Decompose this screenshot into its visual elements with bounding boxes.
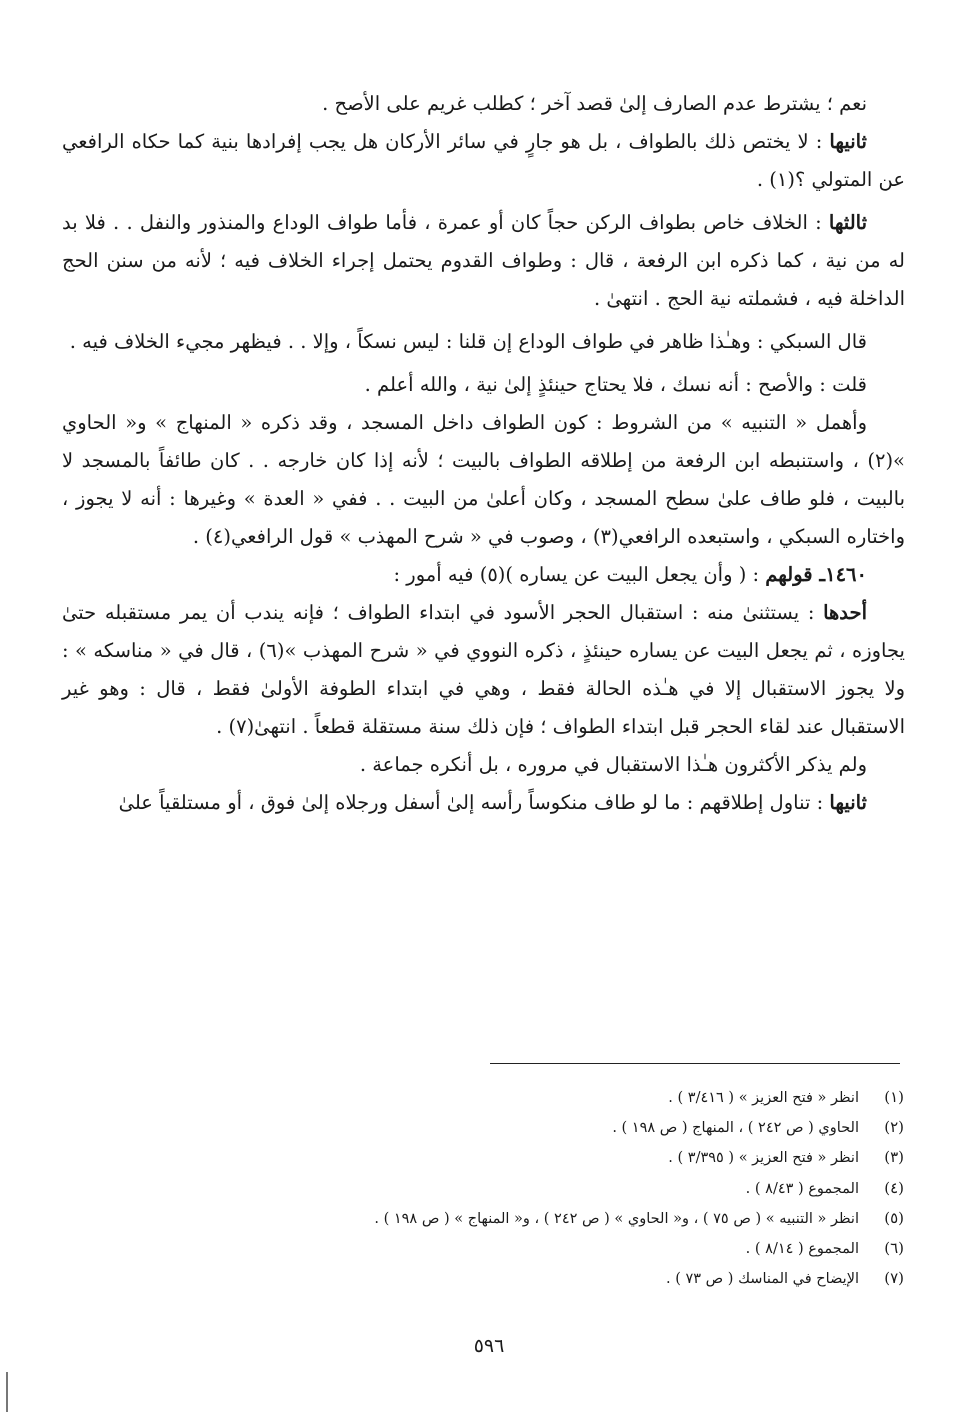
footnote (84, 1174, 904, 1204)
paragraph (62, 594, 905, 746)
paragraph-body: نعم ؛ يشترط عدم الصارف إلىٰ قصد آخر ؛ كطلب غريم على الأصح . (322, 92, 867, 115)
paragraph (62, 404, 905, 556)
footnote (84, 1083, 904, 1113)
footnote-text: انظر « فتح العزيز » ( ٣/٤١٦ ) . (668, 1090, 859, 1106)
paragraph-body: وأهمل « التنبيه » من الشروط : كون الطواف داخل المسجد ، وقد ذكره « المنهاج » و« الحاوي »(٢) ، واستنبطه ابن الرفعة من إطلاقه الطواف بالبيت ؛ لأنه إذا كان خارجه . . كان طائفاً بالمسجد لا بالبيت ، فلو طاف علىٰ سطح المسجد ، وكان أعلىٰ من البيت . . ففي « العدة » وغيرها : أنه لا يجوز ، واختاره السبكي ، واستبعده الرافعي(٣) ، وصوب في « شرح المهذب » قول الرافعي(٤) . (62, 411, 905, 548)
paragraph-lead: ١٤٦٠ـ قولهم (765, 563, 867, 586)
footnote (84, 1204, 904, 1234)
footnote (84, 1264, 904, 1294)
footnote-text: الإيضاح في المناسك ( ص ٧٣ ) . (666, 1271, 859, 1288)
paragraph (62, 123, 905, 199)
footnotes (84, 1083, 904, 1294)
footnote-text: الحاوي ( ص ٢٤٢ ) ، المنهاج ( ص ١٩٨ ) . (612, 1120, 859, 1137)
paragraph-body: : الخلاف خاص بطواف الركن حجاً كان أو عمرة ، فأما طواف الوداع والمنذور والنفل . . فلا بد له من نية ، كما ذكره ابن الرفعة ، قال : وطواف القدوم يحتمل إجراء الخلاف فيه ؛ لأنه من سنن الحج الداخلة فيه ، فشملته نية الحج . انتهىٰ . (62, 211, 905, 310)
paragraph (62, 204, 905, 318)
paragraph-body: ولم يذكر الأكثرون هـٰذا الاستقبال في مروره ، بل أنكره جماعة . (359, 753, 867, 776)
paragraph-lead: أحدها (823, 601, 867, 624)
paragraph (62, 323, 905, 361)
paragraph-lead: ثانيها (829, 791, 867, 814)
footnote-text: انظر « التنبيه » ( ص ٧٥ ) ، و« الحاوي » ( ص ٢٤٢ ) ، و« المنهاج » ( ص ١٩٨ ) . (374, 1210, 859, 1227)
footnote-text: المجموع ( ٨/٤٣ ) . (745, 1180, 859, 1197)
paragraph-lead: ثانيها (829, 130, 867, 153)
paragraph-lead: ثالثها (828, 211, 867, 234)
footnote-number: (٦) (884, 1239, 904, 1258)
footnote-text: المجموع ( ٨/١٤ ) . (745, 1241, 859, 1258)
footnote-number: (١) (884, 1088, 904, 1106)
paragraph (62, 366, 905, 404)
footnote-number: (٤) (884, 1178, 904, 1197)
footnote-number: (٧) (884, 1269, 904, 1288)
paragraph (62, 85, 905, 123)
footnote (84, 1143, 904, 1173)
footnote-text: انظر « فتح العزيز » ( ٣/٣٩٥ ) . (668, 1150, 859, 1167)
footnote-number: (٢) (884, 1118, 904, 1137)
paragraph-body: قلت : والأصح : أنه نسك ، فلا يحتاج حينئذٍ إلىٰ نية ، والله أعلم . (364, 373, 867, 396)
footnote (84, 1234, 904, 1264)
footnote-number: (٣) (884, 1148, 904, 1167)
footnote-separator (490, 1063, 900, 1064)
paragraph-body: : تناول إطلاقهم : ما لو طاف منكوساً رأسه إلىٰ أسفل ورجلاه إلىٰ فوق ، أو مستلقياً علىٰ (118, 791, 830, 814)
paragraph (62, 784, 905, 822)
paragraph-body: : ( وأن يجعل البيت عن يساره )(٥) فيه أمور : (393, 563, 766, 586)
paragraph-body: : يستثنىٰ منه : استقبال الحجر الأسود في ابتداء الطواف ؛ فإنه يندب أن يمر مستقبله حتىٰ يجاوزه ، ثم يجعل البيت عن يساره حينئذٍ ، ذكره النووي في « شرح المهذب »(٦) ، قال في « مناسكه » : ولا يجوز الاستقبال إلا في هـٰذه الحالة فقط ، وهي في ابتداء الطوفة الأولىٰ فقط ، قال : وهو غير الاستقبال عند لقاء الحجر قبل ابتداء الطواف ؛ فإن ذلك سنة مستقلة قطعاً . انتهىٰ(٧) . (62, 601, 905, 738)
main-text (62, 85, 905, 822)
page-number: ٥٩٦ (473, 1335, 505, 1357)
paragraph-body: : لا يختص ذلك بالطواف ، بل هو جارٍ في سائر الأركان هل يجب إفرادها بنية كما حكاه الرافعي عن المتولي ؟(١) . (62, 130, 905, 191)
footnote-number: (٥) (884, 1208, 904, 1227)
paragraph (62, 746, 905, 784)
scan-edge-line (6, 1372, 8, 1412)
paragraph-body: قال السبكي : وهـٰذا ظاهر في طواف الوداع إن قلنا : ليس نسكاً ، وإلا . . فيظهر مجيء الخلاف فيه . (69, 330, 867, 353)
paragraph (62, 556, 905, 594)
footnote (84, 1113, 904, 1143)
